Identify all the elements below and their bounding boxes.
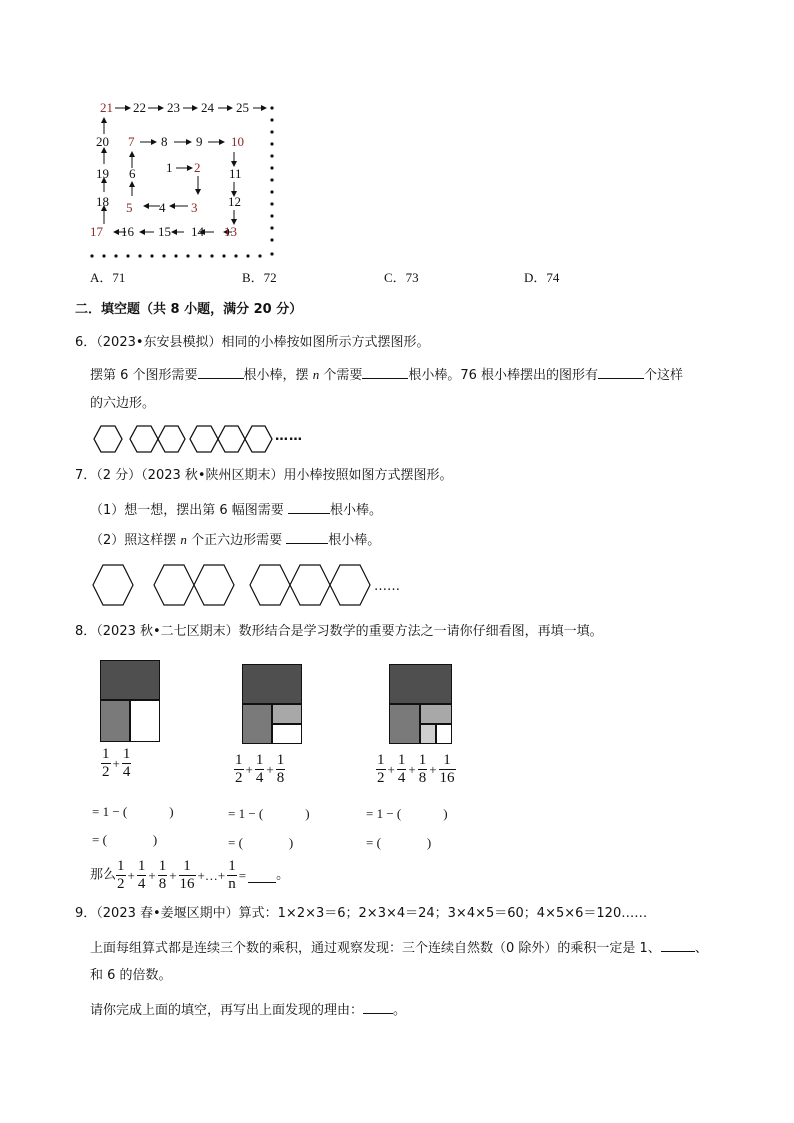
spiral-number: 14 [191,224,204,239]
spiral-number: 7 [128,134,135,149]
q7-part1 [90,499,382,520]
q7-blank-2[interactable] [286,529,328,544]
q9-text-d: 。 [393,1003,407,1018]
q9-text-a: 上面每组算式都是连续三个数的乘积，通过观察发现：三个连续自然数（0 除外）的乘积一定是 1、 [90,941,661,956]
spiral-number: 6 [129,166,136,181]
spiral-number: 23 [167,100,180,115]
q8-square-3 [389,664,452,744]
spiral-arrows [88,96,288,266]
q6-ellipsis: …… [275,429,303,444]
q9-text-b: 、 [694,941,708,956]
spiral-number: 3 [191,200,198,215]
q6-blank-1[interactable] [198,364,244,379]
q9-text-c: 请你完成上面的填空，再写出上面发现的理由： [90,1003,364,1018]
q7-ellipsis: …… [374,579,400,594]
q7-p1-end: 根小棒。 [329,503,382,518]
spiral-number: 12 [228,194,241,209]
q8-stem: 8．（2023 秋•二七区期末）数形结合是学习数学的重要方法之一请你仔细看图，再填一填。 [75,624,603,639]
q7-stem: 7．（2 分）（2023 秋•陕州区期末）用小棒按照如图方式摆图形。 [75,468,453,483]
q8-square-1 [100,660,160,742]
q6-text-d: 根小棒。76 根小棒摆出的图形有 [408,368,599,383]
spiral-number: 11 [229,166,242,181]
frac: $\frac{1}{2}$ [102,746,110,780]
q6-stem: 6．（2023•东安县模拟）相同的小棒按如图所示方式摆图形。 [75,335,430,350]
q6-text-b: 根小棒，摆 [243,368,309,383]
q8-eq1-col3: = 1 − ( ) [366,806,448,821]
q7-var-n: n [180,532,187,547]
q9-stem: 9．（2023 春•姜堰区期中）算式：1×2×3＝6；2×3×4＝24；3×4×5＝60；4×5×6＝120…… [75,906,648,921]
q6-line2: 的六边形。 [90,396,156,411]
q8-eq2-col3: = ( ) [366,835,432,850]
spiral-number: 25 [236,100,249,115]
spiral-figure [88,96,288,266]
q6-blank-2[interactable] [362,364,408,379]
q6-text-e: 个这样 [644,368,684,383]
spiral-number: 8 [161,134,168,149]
spiral-number: 18 [96,194,109,209]
q9-line3 [90,999,406,1020]
spiral-number: 2 [194,160,201,175]
spiral-number: 4 [159,200,166,215]
q8-eq1-col1: = 1 − ( ) [92,804,174,819]
spiral-number: 15 [158,224,171,239]
q9-blank-1[interactable] [661,937,695,952]
spiral-number: 5 [126,200,133,215]
spiral-number: 19 [96,166,109,181]
q7-p2-text: （2）照这样摆 [90,533,177,548]
q7-hexagon-figure [92,563,372,609]
spiral-number: 22 [133,100,146,115]
spiral-number: 10 [231,134,244,149]
spiral-number: 9 [196,134,203,149]
spiral-number: 20 [96,134,109,149]
q7-p1-text: （1）想一想，摆出第 6 幅图需要 [90,503,284,518]
q8-eq2-col2: = ( ) [228,835,294,850]
frac: $\frac{1}{4}$ [122,746,131,780]
q6-text-a: 摆第 6 个图形需要 [90,368,198,383]
q8-square-2 [242,664,302,744]
q7-p2-end: 根小棒。 [328,533,381,548]
spiral-number: 13 [224,224,237,239]
q8-sum-3: $\frac{1}{2}$ + $\frac{1}{4}$ + $\frac{1}{8}$ + $\frac{1}{16}$ [377,752,455,786]
q8-eq1-col2: = 1 − ( ) [228,806,310,821]
q7-part2 [90,529,380,550]
spiral-number: 16 [121,224,134,239]
q8-final: 那么 $\frac{1}{2}$ + $\frac{1}{4}$ + $\frac{1}{8}$ + $\frac{1}{16}$ +…+ $\frac{1}{n}$ = 。 [90,858,290,892]
spiral-number: 24 [201,100,214,115]
q5-option-a: A．71 [90,270,126,285]
q6-text-c: 个需要 [323,368,363,383]
q5-option-c: C．73 [384,270,419,285]
q5-option-d: D．74 [524,270,560,285]
q8-blank-final[interactable] [248,868,276,883]
q8-eq2-col1: = ( ) [92,832,158,847]
q8-sum-1: $\frac{1}{2}$ + $\frac{1}{4}$ [102,746,131,780]
section-title: 二．填空题（共 8 小题，满分 20 分） [75,302,303,317]
q9-blank-2[interactable] [363,999,393,1014]
q5-option-b: B．72 [242,270,277,285]
q6-blank-3[interactable] [598,364,644,379]
spiral-number: 1 [166,160,173,175]
q7-p2-mid: 个正六边形需要 [191,533,283,548]
spiral-number: 21 [100,100,113,115]
spiral-number: 17 [90,224,103,239]
q6-var-n: n [312,367,320,382]
q9-line2: 和 6 的倍数。 [90,968,172,983]
q9-line1 [90,937,708,958]
q6-line1 [90,364,683,385]
q7-blank-1[interactable] [288,499,330,514]
q8-sum-2: $\frac{1}{2}$ + $\frac{1}{4}$ + $\frac{1}{8}$ [235,752,285,786]
